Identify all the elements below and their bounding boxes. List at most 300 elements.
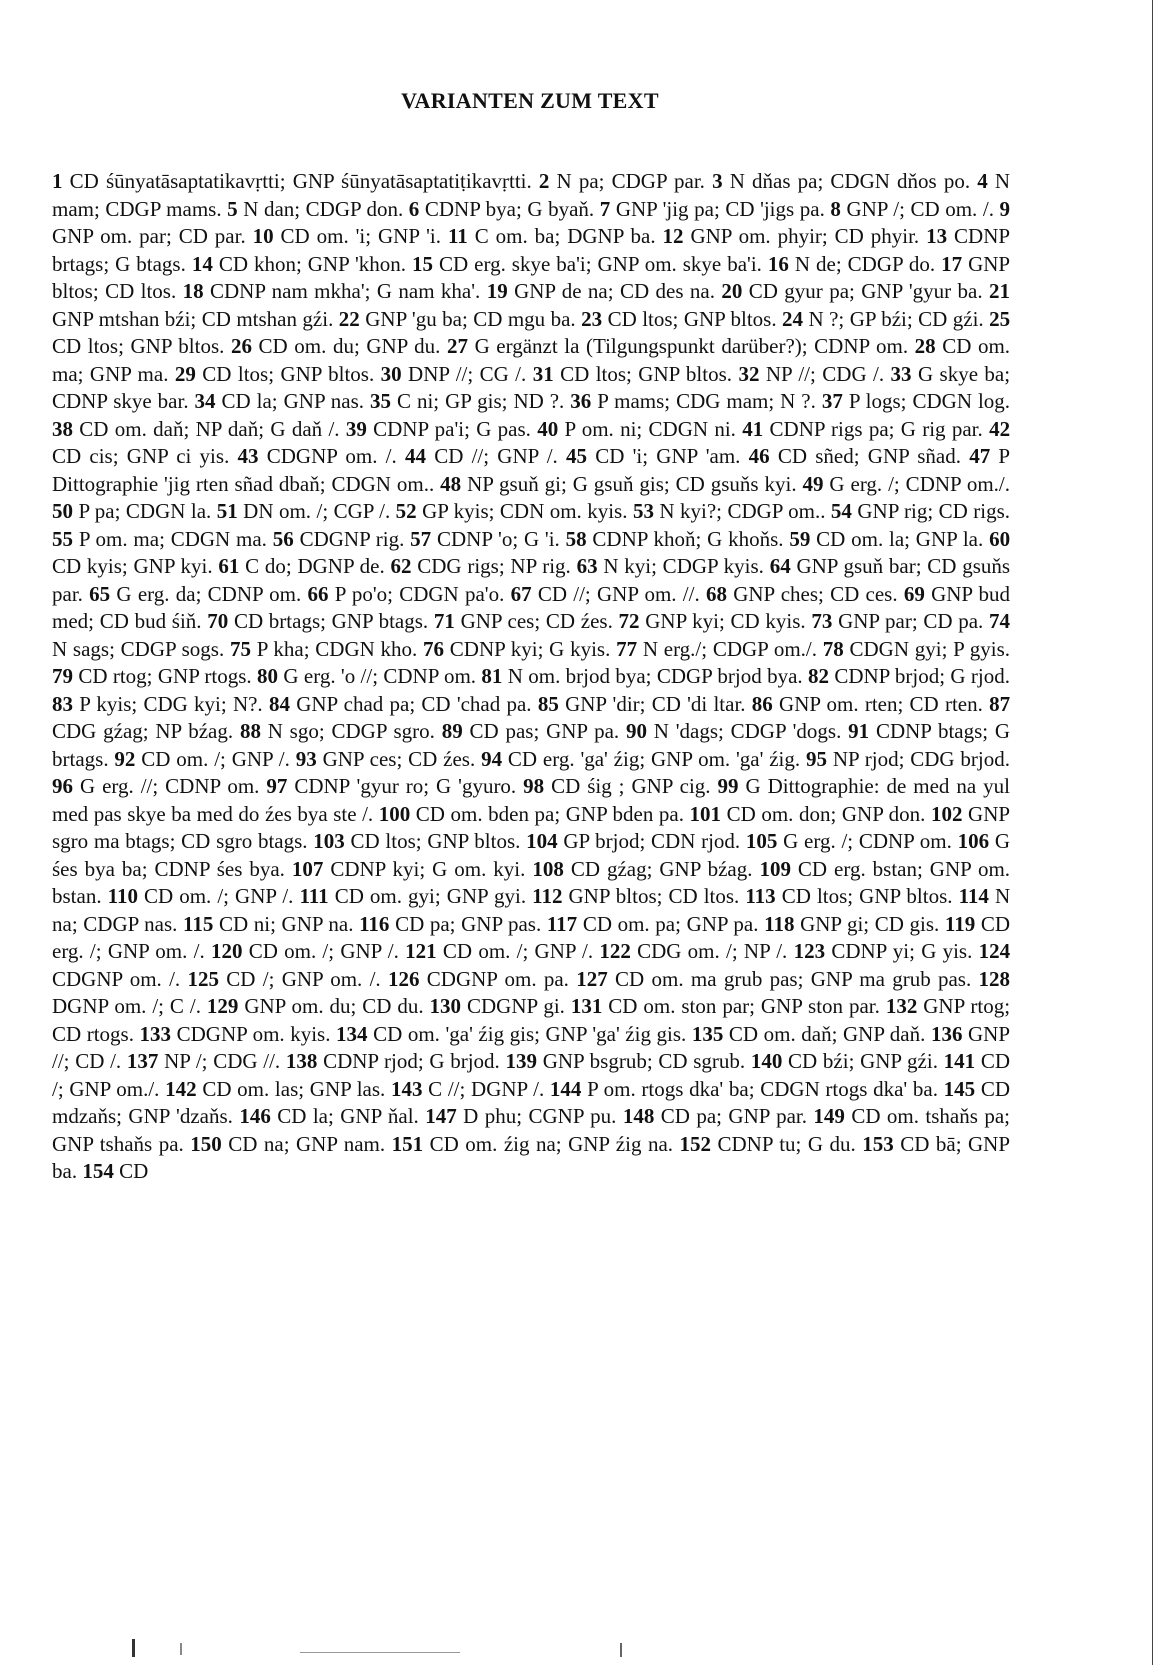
variant-text: GNP kyi; CD kyis. bbox=[645, 609, 806, 633]
variant-text: GNP par; CD pa. bbox=[838, 609, 984, 633]
variant-entry bbox=[532, 884, 739, 908]
variant-text: CD om. bden pa; GNP bden pa. bbox=[415, 801, 684, 826]
variant-entry bbox=[537, 417, 736, 441]
variant-text: P om. ma; CDGN ma. bbox=[78, 526, 267, 551]
variant-number: 53 bbox=[632, 499, 654, 523]
variant-entry bbox=[227, 197, 403, 221]
variant-number: 35 bbox=[370, 389, 392, 413]
variant-entry bbox=[412, 252, 762, 276]
variant-entry bbox=[114, 747, 289, 771]
variant-text: C om. ba; DGNP ba. bbox=[474, 224, 656, 248]
variant-text: CDNP rjod; G brjod. bbox=[323, 1049, 500, 1073]
variant-number: 76 bbox=[423, 636, 445, 661]
variant-entry bbox=[391, 1077, 544, 1101]
variant-text: GNP 'dir; CD 'di ltar. bbox=[565, 691, 746, 716]
variant-entry bbox=[392, 1132, 673, 1156]
variant-entry bbox=[253, 224, 441, 248]
variant-number: 29 bbox=[174, 361, 196, 386]
variant-number: 81 bbox=[481, 664, 503, 688]
variant-entry bbox=[442, 719, 619, 743]
variant-text: GNP /; CD om. /. bbox=[846, 196, 994, 221]
variant-entry bbox=[616, 637, 817, 661]
variant-number: 14 bbox=[191, 251, 213, 276]
variant-text: CD om. daň; NP daň; G daň /. bbox=[79, 416, 340, 441]
variant-number: 46 bbox=[748, 444, 770, 468]
variant-number: 126 bbox=[387, 966, 420, 991]
variant-text: CD śig ; GNP cig. bbox=[551, 774, 711, 798]
variant-number: 17 bbox=[941, 251, 963, 276]
variant-entry bbox=[626, 719, 841, 743]
variant-entry bbox=[388, 967, 569, 991]
variant-number: 68 bbox=[705, 581, 727, 606]
variant-text: P kyis; CDG kyi; N?. bbox=[79, 691, 263, 716]
variant-entry bbox=[231, 334, 440, 358]
variant-number: 143 bbox=[390, 1076, 423, 1101]
variant-entry bbox=[307, 582, 504, 606]
variant-entry bbox=[768, 252, 935, 276]
variant-text: CD ltos; GNP bltos. bbox=[560, 361, 733, 386]
variant-number: 41 bbox=[742, 416, 764, 441]
variant-number: 32 bbox=[738, 361, 760, 386]
variant-text: N erg./; CDGP om./. bbox=[642, 636, 817, 661]
variant-text: CDNP 'gyur ro; G 'gyuro. bbox=[294, 774, 517, 798]
variant-text: CD om. /; GNP /. bbox=[141, 746, 290, 771]
variant-text: GNP gi; CD gis. bbox=[800, 911, 940, 936]
page-title: VARIANTEN ZUM TEXT bbox=[401, 88, 659, 113]
variant-entry bbox=[405, 939, 593, 963]
variant-number: 147 bbox=[425, 1104, 457, 1128]
variant-entry bbox=[346, 417, 531, 441]
variant-number: 58 bbox=[565, 526, 587, 551]
variant-number: 13 bbox=[926, 224, 948, 248]
variant-text: CD śūnyatāsaptatikavṛtti; GNP śūnyatāsaptatiṭikavṛtti. bbox=[69, 169, 532, 193]
variant-entry bbox=[571, 994, 880, 1018]
variant-entry bbox=[370, 389, 564, 413]
variant-text: NP gsuň gi; G gsuň gis; CD gsuňs kyi. bbox=[467, 471, 797, 496]
variant-number: 107 bbox=[291, 856, 324, 881]
variant-text: GNP sgro ma btags; CD sgro btags. bbox=[52, 801, 1011, 853]
variant-entry bbox=[633, 499, 826, 523]
variant-number: 123 bbox=[793, 939, 826, 963]
variant-text: CD ni; GNP na. bbox=[218, 911, 354, 936]
variant-entry bbox=[566, 527, 784, 551]
variant-number: 131 bbox=[570, 994, 603, 1018]
variant-entry bbox=[52, 664, 252, 688]
variant-number: 1 bbox=[52, 169, 63, 193]
variant-number: 11 bbox=[447, 224, 468, 248]
variant-text: GNP chad pa; CD 'chad pa. bbox=[296, 691, 532, 716]
variant-text: GNP rtog; CD rtogs. bbox=[52, 994, 1011, 1046]
variant-entry bbox=[405, 444, 558, 468]
variant-text: N 'dags; CDGP 'dogs. bbox=[653, 719, 842, 743]
variant-number: 50 bbox=[52, 499, 73, 523]
variant-text: CD la; GNP ňal. bbox=[277, 1104, 419, 1128]
variant-text: CDNP yi; G yis. bbox=[831, 939, 973, 963]
variant-number: 21 bbox=[989, 279, 1010, 303]
variant-text: CDNP kyi; G om. kyi. bbox=[330, 856, 526, 881]
variant-number: 101 bbox=[689, 801, 722, 826]
variant-number: 115 bbox=[183, 911, 214, 936]
variant-number: 83 bbox=[52, 691, 73, 716]
variant-text: CDNP bya; G byaň. bbox=[424, 196, 595, 221]
variant-entry bbox=[266, 774, 516, 798]
variant-number: 122 bbox=[599, 939, 631, 963]
variant-entry bbox=[336, 1022, 686, 1046]
variant-number: 110 bbox=[107, 884, 138, 908]
variant-text: N de; CDGP do. bbox=[794, 251, 936, 276]
variant-number: 47 bbox=[969, 444, 991, 468]
variant-text: N sgo; CDGP sgro. bbox=[267, 719, 435, 743]
variant-entry bbox=[532, 857, 752, 881]
variant-number: 56 bbox=[272, 526, 294, 551]
variant-number: 44 bbox=[404, 444, 426, 468]
variant-text: GNP mtshan bźi; CD mtshan gźi. bbox=[52, 306, 334, 331]
variant-entry bbox=[339, 307, 576, 331]
variant-text: GNP ches; CD ces. bbox=[733, 581, 898, 606]
variant-number: 2 bbox=[538, 169, 550, 193]
variant-number: 140 bbox=[750, 1049, 783, 1073]
variant-text: GNP ces; CD źes. bbox=[460, 609, 613, 633]
variant-number: 104 bbox=[526, 829, 558, 853]
variant-text: CD 'i; GNP 'am. bbox=[595, 444, 741, 468]
variant-number: 33 bbox=[890, 361, 912, 386]
variant-number: 112 bbox=[532, 884, 563, 908]
variant-entry bbox=[207, 994, 424, 1018]
variant-text: GNP 'gu ba; CD mgu ba. bbox=[365, 306, 576, 331]
variant-text: CD bbox=[119, 1159, 149, 1183]
variant-entry bbox=[487, 279, 715, 303]
variant-text: CD om. /; GNP /. bbox=[248, 939, 399, 963]
variant-text: G śes bya ba; CDNP śes bya. bbox=[52, 829, 1011, 881]
variant-number: 51 bbox=[216, 499, 238, 523]
variant-number: 69 bbox=[903, 581, 925, 606]
variant-entry bbox=[808, 664, 1010, 688]
variant-entry bbox=[706, 582, 898, 606]
variant-number: 55 bbox=[52, 526, 73, 551]
variant-entry bbox=[381, 362, 527, 386]
variant-number: 92 bbox=[114, 746, 136, 771]
variant-number: 84 bbox=[268, 691, 290, 716]
variant-text: DGNP om. /; C /. bbox=[52, 994, 201, 1018]
variant-entry bbox=[789, 527, 983, 551]
variant-entry bbox=[183, 912, 353, 936]
variant-number: 128 bbox=[978, 966, 1011, 991]
variant-number: 125 bbox=[187, 966, 219, 991]
variant-entry bbox=[140, 1022, 331, 1046]
variant-text: CD bā; GNP ba. bbox=[52, 1131, 1011, 1183]
variant-number: 109 bbox=[759, 856, 791, 881]
variant-text: NP //; CDG /. bbox=[765, 361, 885, 386]
variant-entry bbox=[52, 169, 532, 193]
variant-entry bbox=[286, 1049, 500, 1073]
variant-number: 117 bbox=[546, 911, 578, 936]
variant-text: N om. brjod bya; CDGP brjod bya. bbox=[507, 664, 803, 688]
variant-text: C do; DGNP de. bbox=[245, 554, 385, 578]
variant-text: P logs; CDGN log. bbox=[848, 389, 1011, 413]
variant-entry bbox=[623, 1104, 807, 1128]
variant-entry bbox=[721, 279, 982, 303]
variant-number: 87 bbox=[989, 691, 1011, 716]
variant-number: 135 bbox=[691, 1021, 724, 1046]
variant-entry bbox=[423, 637, 610, 661]
variant-number: 45 bbox=[566, 444, 588, 468]
variant-text: GNP bltos; CD ltos. bbox=[52, 251, 1011, 303]
variant-entry bbox=[481, 747, 800, 771]
variant-text: N na; CDGP nas. bbox=[52, 884, 1011, 936]
variant-number: 149 bbox=[813, 1104, 845, 1128]
variant-entry bbox=[82, 1159, 148, 1183]
variant-number: 130 bbox=[429, 994, 462, 1018]
variant-text: GNP om. rten; CD rten. bbox=[779, 691, 983, 716]
variant-number: 67 bbox=[510, 581, 532, 606]
variant-number: 10 bbox=[252, 224, 274, 248]
variant-entry bbox=[390, 554, 570, 578]
variant-text: DN om. /; CGP /. bbox=[243, 499, 391, 523]
variant-number: 65 bbox=[89, 581, 111, 606]
variant-number: 99 bbox=[717, 774, 739, 798]
variant-text: GNP rig; CD rigs. bbox=[857, 499, 1011, 523]
variant-number: 98 bbox=[523, 774, 545, 798]
variant-text: G erg. //; CDNP om. bbox=[79, 774, 260, 798]
variant-number: 108 bbox=[532, 856, 564, 881]
variant-text: CDNP nam mkha'; G nam kha'. bbox=[210, 279, 481, 303]
variant-text: N sags; CDGP sogs. bbox=[52, 636, 225, 661]
variant-text: GNP bud med; CD bud śiň. bbox=[52, 581, 1011, 633]
variant-number: 27 bbox=[446, 334, 468, 358]
variant-entry bbox=[576, 967, 971, 991]
variant-number: 136 bbox=[930, 1021, 963, 1046]
variant-number: 106 bbox=[957, 829, 990, 853]
variant-number: 38 bbox=[52, 416, 73, 441]
variant-text: CD /; GNP om./. bbox=[52, 1049, 1011, 1101]
variant-entry bbox=[108, 884, 294, 908]
variant-number: 129 bbox=[206, 994, 239, 1018]
variant-number: 90 bbox=[625, 719, 647, 743]
variants-text bbox=[52, 168, 1010, 1186]
variant-number: 144 bbox=[549, 1076, 582, 1101]
variant-text: N ?; GP bźi; CD gźi. bbox=[808, 306, 984, 331]
variant-entry bbox=[296, 747, 476, 771]
variant-number: 134 bbox=[336, 1021, 368, 1046]
variant-entry bbox=[566, 444, 740, 468]
variant-entry bbox=[183, 279, 481, 303]
variant-number: 5 bbox=[227, 196, 238, 221]
variant-text: CD erg. bstan; GNP om. bstan. bbox=[52, 856, 1011, 908]
variant-entry bbox=[577, 554, 764, 578]
variant-text: CD khon; GNP 'khon. bbox=[218, 251, 407, 276]
variant-number: 95 bbox=[806, 746, 827, 771]
variant-text: CDGN gyi; P gyis. bbox=[849, 636, 1011, 661]
variant-number: 66 bbox=[307, 581, 329, 606]
variant-text: CD sñed; GNP sñad. bbox=[777, 444, 961, 468]
variant-number: 28 bbox=[914, 334, 936, 358]
variant-entry bbox=[52, 499, 211, 523]
variant-number: 30 bbox=[380, 361, 402, 386]
variant-number: 71 bbox=[433, 609, 455, 633]
variant-entry bbox=[581, 307, 776, 331]
scan-footer-marks bbox=[0, 1605, 1163, 1665]
variant-number: 59 bbox=[789, 526, 811, 551]
variant-entry bbox=[273, 527, 405, 551]
variant-number: 49 bbox=[802, 471, 824, 496]
variant-number: 137 bbox=[126, 1049, 159, 1073]
variant-number: 23 bbox=[581, 306, 603, 331]
variant-entry bbox=[52, 417, 340, 441]
variant-number: 31 bbox=[532, 361, 554, 386]
variant-text: GNP om. phyir; CD phyir. bbox=[690, 224, 920, 248]
variant-text: CDG rigs; NP rig. bbox=[417, 554, 571, 578]
variant-entry bbox=[745, 884, 952, 908]
variant-entry bbox=[712, 169, 970, 193]
variant-text: GNP om. du; CD du. bbox=[244, 994, 424, 1018]
variant-text: CDG om. /; NP /. bbox=[637, 939, 788, 963]
variant-text: CD /; GNP om. /. bbox=[226, 966, 381, 991]
variant-text: CDNP 'o; G 'i. bbox=[436, 526, 560, 551]
variant-number: 93 bbox=[295, 746, 317, 771]
variant-number: 154 bbox=[82, 1159, 114, 1183]
variant-text: CD om. 'i; GNP 'i. bbox=[280, 224, 442, 248]
variant-text: CD om. tshaňs pa; GNP tshaňs pa. bbox=[52, 1104, 1010, 1156]
variant-number: 153 bbox=[862, 1131, 894, 1156]
variant-entry bbox=[52, 774, 259, 798]
variant-text: CD om. 'ga' źig gis; GNP 'ga' źig gis. bbox=[373, 1021, 687, 1046]
variant-text: CD om. /; GNP /. bbox=[144, 884, 294, 908]
variant-number: 18 bbox=[182, 279, 204, 303]
variant-number: 4 bbox=[977, 169, 988, 193]
variant-number: 62 bbox=[390, 554, 412, 578]
variant-text: CDNP tu; G du. bbox=[717, 1131, 856, 1156]
variant-entry bbox=[238, 444, 397, 468]
variant-text: G ergänzt la (Tilgungspunkt darüber?); CDNP om. bbox=[474, 334, 909, 358]
variant-number: 103 bbox=[313, 829, 345, 853]
variant-entry bbox=[746, 829, 952, 853]
variant-number: 8 bbox=[830, 196, 841, 221]
variant-text: N pa; CDGP par. bbox=[556, 169, 705, 193]
variant-number: 88 bbox=[239, 719, 261, 743]
variant-number: 72 bbox=[618, 609, 640, 633]
variant-text: CD ltos; GNP bltos. bbox=[202, 361, 375, 386]
variant-text: NP rjod; CDG brjod. bbox=[832, 746, 1011, 771]
variant-entry bbox=[218, 554, 384, 578]
variant-text: CDGNP om. /. bbox=[266, 444, 397, 468]
variant-number: 114 bbox=[958, 884, 989, 908]
variant-text: CD om. ston par; GNP ston par. bbox=[608, 994, 880, 1018]
variant-number: 119 bbox=[944, 911, 976, 936]
variant-number: 148 bbox=[622, 1104, 655, 1128]
variant-entry bbox=[89, 582, 301, 606]
variant-number: 91 bbox=[848, 719, 870, 743]
variant-text: CD gyur pa; GNP 'gyur ba. bbox=[748, 279, 983, 303]
variant-number: 97 bbox=[266, 774, 288, 798]
variant-text: CD //; GNP om. //. bbox=[537, 581, 700, 606]
variant-text: CD pa; GNP par. bbox=[660, 1104, 807, 1128]
variant-number: 73 bbox=[811, 609, 833, 633]
variant-entry bbox=[550, 1077, 938, 1101]
variant-text: C //; DGNP /. bbox=[428, 1076, 545, 1101]
variant-entry bbox=[599, 939, 787, 963]
variant-text: CD om. ma; GNP ma. bbox=[52, 334, 1011, 386]
variant-text: CD om. daň; GNP daň. bbox=[728, 1021, 926, 1046]
variant-number: 64 bbox=[769, 554, 791, 578]
variant-number: 74 bbox=[989, 609, 1011, 633]
variant-text: G Dittographie: de med na yul med pas skye ba med do źes bya ste /. bbox=[52, 774, 1010, 826]
variant-text: CD ltos; GNP bltos. bbox=[52, 334, 225, 358]
variant-entry bbox=[299, 884, 526, 908]
variant-text: CD om. las; GNP las. bbox=[202, 1076, 386, 1101]
variant-text: CDNP brtags; G btags. bbox=[52, 224, 1011, 276]
variant-text: CD om. la; GNP la. bbox=[816, 526, 984, 551]
variant-text: C ni; GP gis; ND ?. bbox=[397, 389, 565, 413]
variant-text: GNP bsgrub; CD sgrub. bbox=[542, 1049, 746, 1073]
variant-number: 78 bbox=[822, 636, 844, 661]
variant-entry bbox=[425, 1104, 616, 1128]
variant-text: CDNP kyi; G kyis. bbox=[449, 636, 611, 661]
variant-entry bbox=[52, 527, 267, 551]
variant-text: CD bźi; GNP gźi. bbox=[788, 1049, 938, 1073]
variant-text: GNP ces; CD źes. bbox=[322, 746, 476, 771]
variant-number: 57 bbox=[410, 526, 432, 551]
variant-entry bbox=[738, 362, 884, 386]
variant-entry bbox=[570, 389, 816, 413]
variant-entry bbox=[217, 499, 390, 523]
variant-entry bbox=[803, 472, 1011, 496]
variant-text: CDNP khoň; G khoňs. bbox=[592, 526, 784, 551]
variant-text: GP kyis; CDN om. kyis. bbox=[422, 499, 628, 523]
variant-text: CDGNP gi. bbox=[466, 994, 565, 1018]
variant-entry bbox=[313, 829, 520, 853]
variant-entry bbox=[823, 637, 1010, 661]
variant-text: CD om. du; GNP du. bbox=[258, 334, 441, 358]
variant-number: 116 bbox=[359, 911, 390, 936]
variant-number: 77 bbox=[616, 636, 638, 661]
variant-entry bbox=[187, 967, 380, 991]
variant-number: 61 bbox=[218, 554, 240, 578]
variant-entry bbox=[831, 499, 1010, 523]
variant-entry bbox=[511, 582, 700, 606]
variant-entry bbox=[175, 362, 374, 386]
variant-text: CD cis; GNP ci yis. bbox=[52, 444, 230, 468]
variant-text: CD mdzaňs; GNP 'dzaňs. bbox=[52, 1076, 1011, 1128]
variant-text: D phu; CGNP pu. bbox=[463, 1104, 617, 1128]
variant-entry bbox=[811, 609, 983, 633]
variant-number: 7 bbox=[599, 196, 611, 221]
variant-entry bbox=[794, 939, 973, 963]
variant-number: 118 bbox=[764, 911, 795, 936]
variant-number: 111 bbox=[299, 884, 329, 908]
variant-entry bbox=[434, 609, 613, 633]
variant-entry bbox=[526, 829, 740, 853]
variant-entry bbox=[396, 499, 628, 523]
variant-text: CDNP pa'i; G pas. bbox=[373, 416, 531, 441]
variant-entry bbox=[165, 1077, 385, 1101]
variant-entry bbox=[207, 609, 428, 633]
variant-entry bbox=[751, 1049, 938, 1073]
variant-text: CD om. ma grub pas; GNP ma grub pas. bbox=[615, 966, 972, 991]
variant-entry bbox=[752, 692, 983, 716]
variant-text: CD om. pa; GNP pa. bbox=[582, 911, 759, 936]
variant-number: 15 bbox=[412, 251, 433, 276]
variant-text: G erg. /; CDNP om./. bbox=[829, 471, 1011, 496]
variant-text: CD pa; GNP pas. bbox=[395, 911, 542, 936]
variant-number: 75 bbox=[229, 636, 251, 661]
variant-entry bbox=[448, 224, 656, 248]
variant-entry bbox=[430, 994, 565, 1018]
variant-text: CD erg. /; GNP om. /. bbox=[52, 911, 1011, 963]
variant-entry bbox=[692, 1022, 926, 1046]
variant-text: CD rtog; GNP rtogs. bbox=[78, 664, 252, 688]
variant-text: CD ltos; GNP bltos. bbox=[350, 829, 521, 853]
variant-number: 43 bbox=[237, 444, 259, 468]
